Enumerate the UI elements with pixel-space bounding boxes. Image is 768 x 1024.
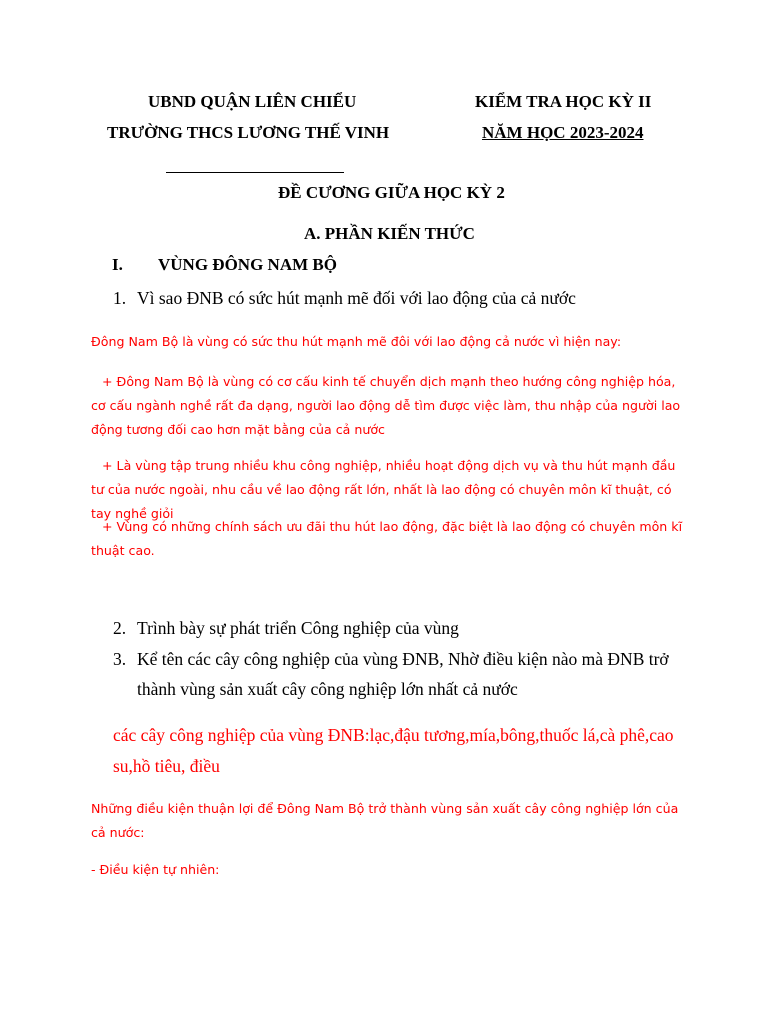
school-year: NĂM HỌC 2023-2024 [482, 123, 644, 142]
question-3-text-line2: thành vùng sản xuất cây công nghiệp lớn nhất cả nước [137, 679, 518, 699]
document-title: ĐỀ CƯƠNG GIỮA HỌC KỲ 2 [278, 183, 505, 202]
exam-title: KIỂM TRA HỌC KỲ II [475, 92, 652, 111]
header-divider [166, 172, 344, 173]
answer-3-crops: các cây công nghiệp của vùng ĐNB:lạc,đậu tương,mía,bông,thuốc lá,cà phê,cao su,hồ tiêu, điều [113, 725, 674, 776]
question-3-text-line1: Kể tên các cây công nghiệp của vùng ĐNB, Nhờ điều kiện nào mà ĐNB trở [137, 649, 669, 669]
question-1-text: Vì sao ĐNB có sức hút mạnh mẽ đối với lao động của cả nước [137, 288, 576, 308]
section-i-numeral: I. [112, 255, 123, 274]
section-i-heading: VÙNG ĐÔNG NAM BỘ [158, 255, 337, 274]
question-2-number: 2. [113, 618, 127, 638]
answer-3-conditions-intro: Những điều kiện thuận lợi để Đông Nam Bộ trở thành vùng sản xuất cây công nghiệp lớn của cả nước: [91, 801, 679, 840]
district-name: UBND QUẬN LIÊN CHIỂU [148, 92, 357, 111]
section-a-heading: A. PHẦN KIẾN THỨC [304, 224, 475, 243]
question-1-number: 1. [113, 288, 127, 308]
answer-1-bullet: + Là vùng tập trung nhiều khu công nghiệp, nhiều hoạt động dịch vụ và thu hút mạnh đầu tư của nước ngoài, nhu cầu về lao động rất lớn, nhất là lao động có chuyên môn kĩ thuật, có tay nghề giỏi [91, 458, 676, 521]
question-3-number: 3. [113, 649, 127, 669]
answer-1-bullet: + Vùng có những chính sách ưu đãi thu hút lao động, đặc biệt là lao động có chuyên môn kĩ thuật cao. [91, 519, 683, 558]
question-2-text: Trình bày sự phát triển Công nghiệp của vùng [137, 618, 459, 638]
answer-1-bullet: + Đông Nam Bộ là vùng có cơ cấu kinh tế chuyển dịch mạnh theo hướng công nghiệp hóa, cơ cấu ngành nghề rất đa dạng, người lao động dễ tìm được việc làm, thu nhập của người lao động tương đối cao hơn mặt bằng của cả nước [91, 374, 681, 437]
answer-3-natural-conditions: - Điều kiện tự nhiên: [91, 862, 220, 877]
answer-1-intro: Đông Nam Bộ là vùng có sức thu hút mạnh mẽ đôi với lao động cả nước vì hiện nay: [91, 334, 622, 349]
school-name: TRƯỜNG THCS LƯƠNG THẾ VINH [107, 123, 390, 142]
